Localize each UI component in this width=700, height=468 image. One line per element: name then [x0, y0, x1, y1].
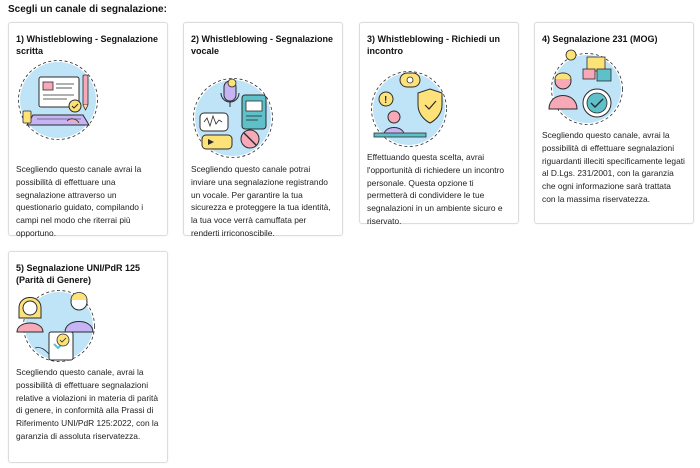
voice-report-illustration [192, 77, 274, 159]
card-description: Scegliendo questo canale, avrai la possibilità di effettuare segnalazioni riguardanti illeciti specificamente legati al D.Lgs. 231/2001, con la garanzia che ogni informazione sarà trattata con la massima riservatezza. [542, 130, 685, 204]
channel-card-report-231[interactable] [534, 22, 694, 224]
card-description: Scegliendo questo canale, avrai la possibilità di effettuare segnalazioni relative a violazioni in materia di parità di genere, in conformità alla Prassi di Riferimento UNI/PdR 125:2022, con la garanzia di assoluta riservatezza. [16, 367, 159, 441]
gender-equality-illustration [13, 286, 103, 366]
report-231-illustration [543, 47, 625, 129]
channel-card-meeting-request[interactable] [359, 22, 519, 224]
card-description: Scegliendo questo canale potrai inviare una segnalazione registrando un vocale. Per garantire la tua sicurezza e proteggere la tua identità, la tua voce verrà camuffata per renderti irriconoscibile. [191, 164, 331, 238]
page-heading: Scegli un canale di segnalazione: [8, 4, 167, 15]
svg-text:!: ! [384, 95, 388, 106]
card-title: 4) Segnalazione 231 (MOG) [542, 34, 658, 44]
card-title: 1) Whistleblowing - Segnalazione scritta [16, 34, 159, 56]
card-description: Scegliendo questo canale avrai la possibilità di effettuare una segnalazione attraverso un questionario guidato, compilando i campi nel modo che riterrai più opportuno. [16, 164, 144, 238]
card-description: Effettuando questa scelta, avrai l'opportunità di richiedere un incontro personale. Questa opzione ti permetterà di condividere le tue segnalazioni in un ambiente sicuro e riservato. [367, 152, 505, 226]
meeting-request-illustration [364, 69, 454, 151]
channel-card-gender-equality[interactable] [8, 251, 168, 463]
card-title: 2) Whistleblowing - Segnalazione vocale [191, 34, 334, 56]
card-title: 5) Segnalazione UNI/PdR 125 (Parità di Genere) [16, 263, 141, 285]
written-report-illustration [17, 59, 99, 141]
card-title: 3) Whistleblowing - Richiedi un incontro [367, 34, 500, 56]
channel-card-voice-report[interactable] [183, 22, 343, 236]
channel-card-written-report[interactable] [8, 22, 168, 236]
